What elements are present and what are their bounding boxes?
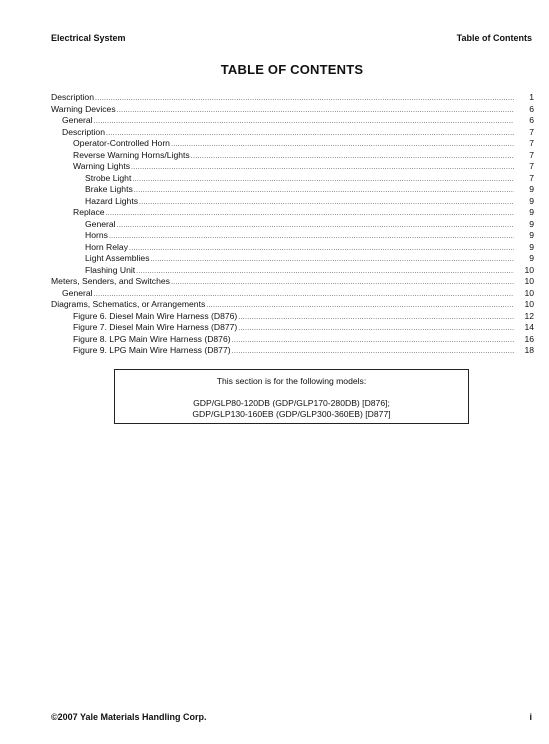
toc-entry[interactable] [51, 288, 534, 300]
toc-entry-title: General [62, 115, 93, 125]
toc-dot-leader [171, 139, 514, 151]
toc-dot-leader [238, 323, 514, 335]
toc-entry-page: 9 [529, 253, 534, 263]
toc-entry-page: 16 [524, 333, 534, 344]
toc-entry-page: 9 [529, 241, 534, 252]
toc-dot-leader [136, 266, 514, 278]
toc-entry-title: Description [62, 126, 105, 137]
toc-entry[interactable] [51, 207, 534, 219]
toc-entry[interactable] [51, 173, 534, 185]
toc-entry-title: Meters, Senders, and Switches [51, 276, 170, 286]
toc-dot-leader [94, 116, 514, 128]
toc-entry[interactable] [51, 253, 534, 265]
toc-entry-page: 7 [529, 126, 534, 137]
toc-dot-leader [191, 151, 514, 163]
toc-dot-leader [129, 243, 514, 255]
toc-dot-leader [206, 300, 514, 312]
toc-entry-title: Horn Relay [85, 241, 128, 252]
toc-entry[interactable] [51, 127, 534, 139]
toc-entry-page: 6 [529, 103, 534, 114]
models-line-2: GDP/GLP130-160EB (GDP/GLP300-360EB) [D877] [192, 409, 391, 419]
toc-entry-title: Horns [85, 230, 108, 240]
toc-entry-page: 10 [524, 287, 534, 298]
page-title: TABLE OF CONTENTS [220, 62, 364, 77]
toc-entry-page: 10 [524, 276, 534, 286]
toc-entry-page: 6 [529, 115, 534, 125]
table-of-contents [51, 92, 534, 357]
toc-entry[interactable] [51, 161, 534, 173]
toc-entry[interactable] [51, 150, 534, 162]
toc-entry[interactable] [51, 334, 534, 346]
header-section-title: Electrical System [51, 33, 126, 43]
toc-entry[interactable] [51, 115, 534, 127]
toc-entry-page: 9 [529, 207, 534, 217]
toc-entry-title: Figure 6. Diesel Main Wire Harness (D876) [73, 310, 238, 321]
toc-dot-leader [95, 93, 514, 105]
toc-dot-leader [134, 185, 514, 197]
toc-entry-page: 10 [524, 299, 534, 309]
toc-dot-leader [132, 174, 514, 186]
toc-entry-title: Diagrams, Schematics, or Arrangements [51, 299, 206, 309]
models-intro: This section is for the following models: [216, 376, 367, 386]
footer-copyright: ©2007 Yale Materials Handling Corp. [51, 712, 207, 722]
footer-page-number: i [529, 712, 532, 722]
toc-entry-title: General [62, 287, 93, 298]
toc-entry-title: Warning Devices [51, 103, 116, 114]
toc-entry[interactable] [51, 230, 534, 242]
toc-entry[interactable] [51, 311, 534, 323]
toc-entry-title: Strobe Light [85, 172, 132, 183]
models-notice-box [114, 369, 469, 424]
toc-entry-page: 18 [524, 345, 534, 355]
toc-entry[interactable] [51, 104, 534, 116]
toc-entry[interactable] [51, 345, 534, 357]
toc-dot-leader [131, 162, 514, 174]
toc-dot-leader [232, 335, 514, 347]
toc-entry-page: 7 [529, 161, 534, 171]
toc-entry[interactable] [51, 92, 534, 104]
toc-entry-page: 7 [529, 138, 534, 148]
toc-entry-title: Reverse Warning Horns/Lights [73, 149, 190, 160]
toc-entry-title: Hazard Lights [85, 195, 139, 206]
toc-entry-page: 1 [529, 92, 534, 102]
toc-entry[interactable] [51, 184, 534, 196]
toc-entry-page: 7 [529, 149, 534, 160]
toc-entry[interactable] [51, 242, 534, 254]
toc-dot-leader [151, 254, 515, 266]
header-toc-label: Table of Contents [456, 33, 532, 43]
toc-entry[interactable] [51, 219, 534, 231]
toc-entry[interactable] [51, 322, 534, 334]
toc-entry[interactable] [51, 138, 534, 150]
toc-entry-page: 12 [524, 310, 534, 321]
toc-entry[interactable] [51, 196, 534, 208]
toc-entry-page: 9 [529, 184, 534, 194]
toc-entry-title: Figure 7. Diesel Main Wire Harness (D877) [73, 322, 238, 332]
toc-dot-leader [117, 105, 514, 117]
toc-dot-leader [139, 197, 514, 209]
toc-dot-leader [238, 312, 514, 324]
toc-entry-title: Figure 9. LPG Main Wire Harness (D877) [73, 345, 231, 355]
toc-entry[interactable] [51, 299, 534, 311]
toc-dot-leader [109, 231, 514, 243]
toc-entry-page: 9 [529, 218, 534, 229]
toc-entry-page: 14 [524, 322, 534, 332]
toc-entry-title: Figure 8. LPG Main Wire Harness (D876) [73, 333, 231, 344]
toc-entry-page: 7 [529, 172, 534, 183]
toc-dot-leader [117, 220, 514, 232]
toc-entry-page: 9 [529, 230, 534, 240]
toc-entry-title: General [85, 218, 116, 229]
toc-entry-title: Brake Lights [85, 184, 133, 194]
toc-entry[interactable] [51, 276, 534, 288]
toc-entry-page: 9 [529, 195, 534, 206]
toc-entry-title: Description [51, 92, 94, 102]
toc-entry-title: Operator-Controlled Horn [73, 138, 170, 148]
toc-entry-title: Light Assemblies [85, 253, 150, 263]
models-line-1: GDP/GLP80-120DB (GDP/GLP170-280DB) [D876]; [193, 398, 390, 408]
toc-dot-leader [232, 346, 514, 358]
toc-entry-page: 10 [524, 264, 534, 275]
toc-entry[interactable] [51, 265, 534, 277]
toc-entry-title: Flashing Unit [85, 264, 136, 275]
toc-dot-leader [171, 277, 514, 289]
toc-entry-title: Replace [73, 207, 105, 217]
toc-dot-leader [106, 208, 514, 220]
toc-entry-title: Warning Lights [73, 161, 131, 171]
